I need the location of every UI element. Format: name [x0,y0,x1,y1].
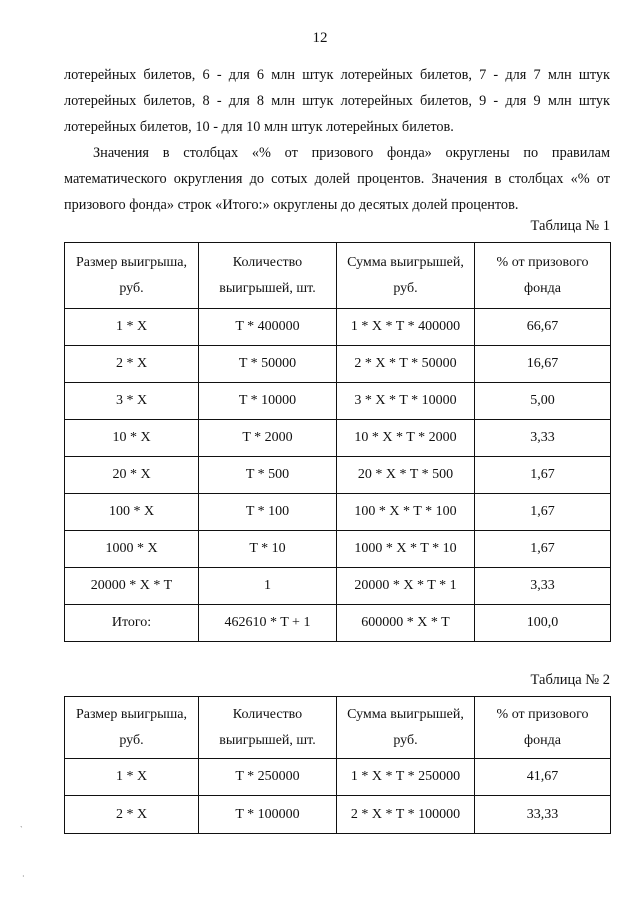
cell-sum: 2 * X * T * 100000 [337,796,475,834]
cell-count: T * 10000 [199,383,337,420]
table1-caption: Таблица № 1 [530,218,610,234]
table2-caption: Таблица № 2 [530,672,610,688]
table-row [65,457,611,494]
cell-percent: 3,33 [475,420,611,457]
cell-total-count: 462610 * T + 1 [199,605,337,642]
cell-prize-size: 1000 * X [65,531,199,568]
cell-percent: 41,67 [475,759,611,796]
cell-prize-size: 2 * X [65,796,199,834]
table-total-row [65,605,611,642]
prize-table-2 [64,696,611,834]
paragraph-line: лотерейных билетов, 6 - для 6 млн штук лотерейных билетов, 7 - для 7 млн штук [64,67,610,83]
cell-sum: 1 * X * T * 250000 [337,759,475,796]
table-row [65,568,611,605]
paragraph-rounding-note [64,140,610,218]
cell-sum: 100 * X * T * 100 [337,494,475,531]
paragraph-line: математического округления до сотых долей процентов. Значения в столбцах «% от [64,171,610,187]
cell-prize-size: 10 * X [65,420,199,457]
paragraph-line: лотерейных билетов, 8 - для 8 млн штук лотерейных билетов, 9 - для 9 млн штук [64,93,610,109]
cell-sum: 2 * X * T * 50000 [337,346,475,383]
cell-total-label: Итого: [65,605,199,642]
paragraph-line: призового фонда» строк «Итого:» округлены до десятых долей процентов. [64,197,519,213]
cell-sum: 20000 * X * T * 1 [337,568,475,605]
paragraph-line: лотерейных билетов, 10 - для 10 млн штук лотерейных билетов. [64,119,454,135]
header-sum: Сумма выигрышей, руб. [337,697,475,759]
cell-percent: 16,67 [475,346,611,383]
cell-count: T * 400000 [199,309,337,346]
cell-percent: 33,33 [475,796,611,834]
table-header-row [65,697,611,759]
header-percent: % от призового фонда [475,697,611,759]
cell-percent: 1,67 [475,457,611,494]
page-number: 12 [312,30,328,46]
cell-total-sum: 600000 * X * T [337,605,475,642]
header-sum: Сумма выигрышей, руб. [337,243,475,309]
cell-sum: 3 * X * T * 10000 [337,383,475,420]
cell-count: T * 500 [199,457,337,494]
cell-prize-size: 20000 * X * T [65,568,199,605]
cell-count: T * 50000 [199,346,337,383]
cell-count: T * 10 [199,531,337,568]
table-row [65,531,611,568]
cell-prize-size: 2 * X [65,346,199,383]
header-percent: % от призового фонда [475,243,611,309]
table-row [65,494,611,531]
scan-speck: ` [20,825,23,834]
header-count: Количество выигрышей, шт. [199,697,337,759]
cell-sum: 10 * X * T * 2000 [337,420,475,457]
cell-sum: 20 * X * T * 500 [337,457,475,494]
table-row [65,420,611,457]
table-row [65,759,611,796]
header-count: Количество выигрышей, шт. [199,243,337,309]
cell-percent: 1,67 [475,531,611,568]
cell-prize-size: 3 * X [65,383,199,420]
prize-table-1 [64,242,611,642]
cell-percent: 3,33 [475,568,611,605]
cell-count: T * 100000 [199,796,337,834]
cell-percent: 1,67 [475,494,611,531]
paragraph-line: Значения в столбцах «% от призового фонда» округлены по правилам [93,145,610,161]
cell-sum: 1000 * X * T * 10 [337,531,475,568]
table-row [65,383,611,420]
cell-prize-size: 1 * X [65,309,199,346]
cell-percent: 5,00 [475,383,611,420]
cell-percent: 66,67 [475,309,611,346]
cell-sum: 1 * X * T * 400000 [337,309,475,346]
scan-speck: · [22,872,25,881]
header-prize-size: Размер выигрыша, руб. [65,243,199,309]
cell-count: 1 [199,568,337,605]
table-row [65,796,611,834]
table-header-row [65,243,611,309]
cell-prize-size: 20 * X [65,457,199,494]
paragraph-lottery-tickets [64,62,610,140]
header-prize-size: Размер выигрыша, руб. [65,697,199,759]
cell-count: T * 250000 [199,759,337,796]
cell-total-percent: 100,0 [475,605,611,642]
cell-prize-size: 100 * X [65,494,199,531]
table-row [65,309,611,346]
cell-count: T * 2000 [199,420,337,457]
table-row [65,346,611,383]
cell-count: T * 100 [199,494,337,531]
cell-prize-size: 1 * X [65,759,199,796]
